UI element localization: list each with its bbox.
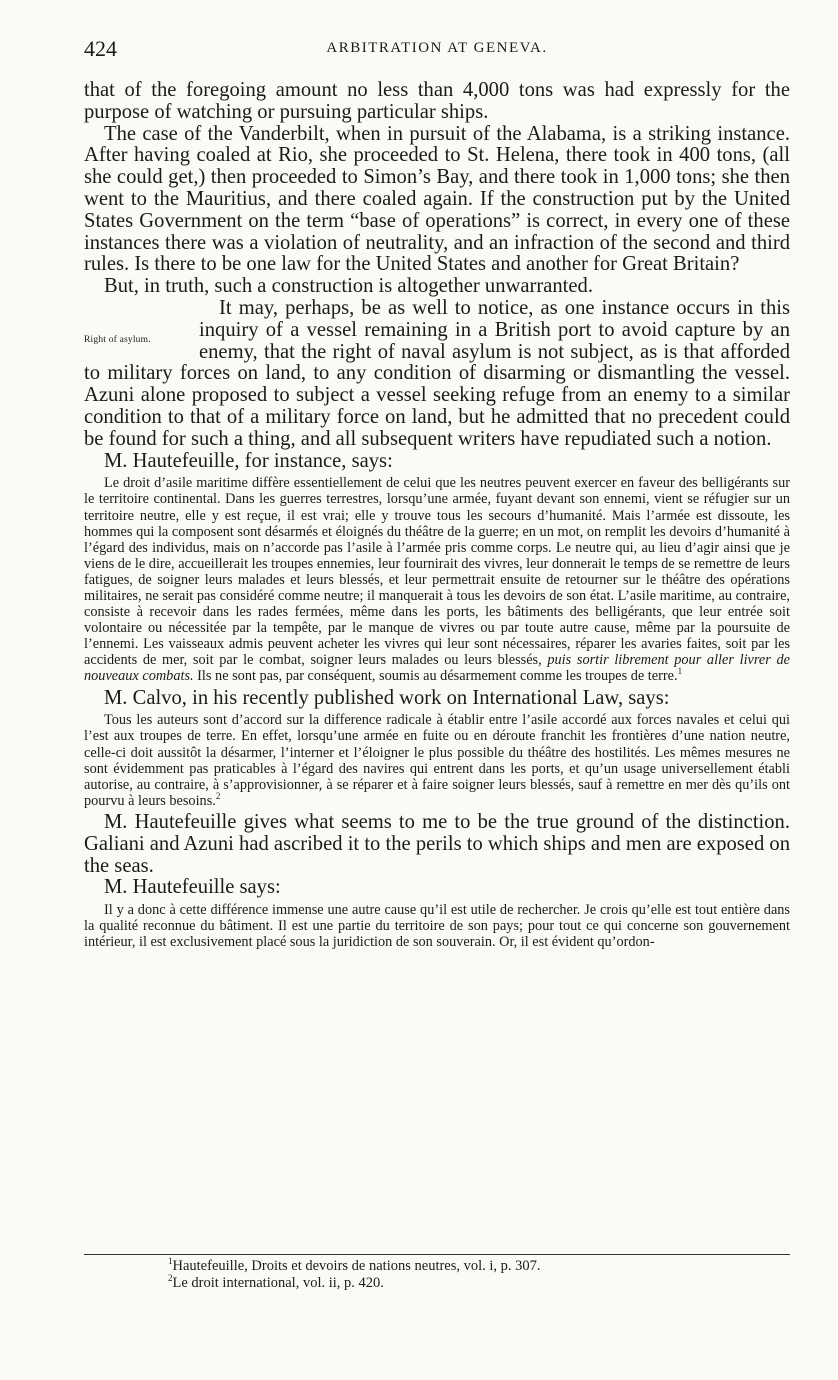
quote-calvo-text: Tous les auteurs sont d’accord sur la difference radicale à établir entre l’asile accordé aux forces navales et celui qui l’est aux troupes de terre. En effet, lorsqu’une armée en fuite ou en déroute franchit les frontières d’une nation neutre, celle-ci doit aussitôt la désarmer, l’interner et l’éloigner le plus possible du théâtre des hostilités. Les mêmes mesures ne sont évidemment pas praticables à l’égard des navires qui entrent dans les ports, et qu’un usage universellement établi autorise, au contraire, à s’approvisionner, à se réparer et à faire soigner leurs blessés, sauf à remettre en mer dès qu’ils ont pourvu à leurs besoins. xyxy=(84,712,790,809)
page-header xyxy=(84,36,790,62)
footnote-1 xyxy=(168,1258,541,1275)
quote-calvo xyxy=(84,712,790,809)
quote-hautefeuille-italic: puis sortir librement pour aller livrer de nouveaux combats. xyxy=(84,652,790,685)
footnote-ref-1: 1 xyxy=(677,666,683,677)
quote-hautefeuille-end: Ils ne sont pas, par conséquent, soumis au désarmement comme les troupes de terre. xyxy=(197,668,678,685)
footnote-ref-2: 2 xyxy=(215,790,221,801)
paragraph-vanderbilt: The case of the Vanderbilt, when in pursuit of the Alabama, is a striking instance. After having coaled at Rio, she proceeded to St. Helena, there took in 400 tons, (all she could get,) then proceeded to Simon’s Bay, and there took in 1,000 tons; she then went to the Mauritius, and there coaled again. If the construction put by the United States Government on the term “base of operations” is correct, in every one of these instances there was a violation of neutrality, and an infraction of the second and third rules. Is there to be one law for the United States and another for Great Britain? xyxy=(84,122,790,276)
quote-hautefeuille-text: Le droit d’asile maritime diffère essentiellement de celui que les neutres peuvent exercer en faveur des belligérants sur le territoire continental. Dans les guerres terrestres, lorsqu’une armée, fuyant devant son ennemi, vient se réfugier sur un territoire neutre, elle y est reçue, il est vrai; elle y trouve tous les secours d’humanité. Mais l’armée est dissoute, les hommes qui la composent sont désarmés et éloignés du théâtre de la guerre; en un mot, on remplit les devoirs d’humanité à l’égard des individus, mais on n’accorde pas l’asile à l’armée pris comme corps. Le neutre qui, au lieu d’agir ainsi que je viens de le dire, accueillerait les troupes ennemies, leur fournirait des vivres, leur donnerait le temps de se remettre de leurs fatigues, de soigner leurs malades et leurs blessés, et leur permettrait ensuite de retourner sur le théâtre des opérations militaires, ne serait pas considéré comme neutre; il manquerait à tous les devoirs de son état. L’asile maritime, au contraire, consiste à recevoir dans les rades fermées, même dans les ports, les bâtiments des belligérants, que leur entrée soit volontaire ou nécessitée par la tempête, par le manque de vivres ou par toute autre cause, même par la poursuite de l’ennemi. Les vaisseaux admis peuvent acheter les vivres qui leur sont nécessaires, réparer les avaries faites, soit par les accidents de mer, soit par le combat, soigner leurs malades ou leurs blessés, xyxy=(84,475,790,669)
paragraph-calvo-intro: M. Calvo, in his recently published work on International Law, says: xyxy=(104,686,670,709)
running-head: ARBITRATION AT GENEVA. xyxy=(326,40,548,56)
paragraph-hautefeuille-intro: M. Hautefeuille, for instance, says: xyxy=(104,449,393,472)
quote-hautefeuille-second: Il y a donc à cette différence immense une autre cause qu’il est utile de rechercher. Je crois qu’elle est tout entière dans la qualité reconnue du bâtiment. Il est une partie du territoire de son pays; pour tout ce qui concerne son gouvernement intérieur, il est exclusivement placé sous la juridiction de son souverain. Or, il est évident qu’ordon- xyxy=(84,902,790,951)
footnote-2-text: Le droit international, vol. ii, p. 420. xyxy=(172,1275,384,1291)
footnote-1-text: Hautefeuille, Droits et devoirs de nations neutres, vol. i, p. 307. xyxy=(172,1258,541,1274)
quote-hautefeuille xyxy=(84,475,790,684)
margin-note-right-of-asylum: Right of asylum. xyxy=(84,334,151,345)
asylum-paragraph-block xyxy=(84,298,790,451)
paragraph-true-ground: M. Hautefeuille gives what seems to me to be the true ground of the distinction. Galiani and Azuni had ascribed it to the perils to which ships and men are exposed on the seas. xyxy=(84,810,790,877)
paragraph-naval-asylum-text: It may, perhaps, be as well to notice, as one instance occurs in this inquiry of a vessel remaining in a British port to avoid capture by an enemy, that the right of naval asylum is not subject, as is that afforded to military forces on land, to any condition of disarming or dismantling the vessel. Azuni alone proposed to subject a vessel seeking refuge from an enemy to a similar condition to that of a military force on land, but he admitted that no precedent could be found for such a thing, and all subsequent writers have repudiated such a notion. xyxy=(84,296,790,450)
footnote-divider xyxy=(84,1254,790,1255)
footnote-2 xyxy=(168,1275,541,1292)
page-body xyxy=(84,80,790,950)
paragraph-hautefeuille-says: M. Hautefeuille says: xyxy=(104,876,281,899)
paragraph-continuation: that of the foregoing amount no less than 4,000 tons was had expressly for the purpose of watching or pursuing particular ships. xyxy=(84,79,790,123)
footnote-1-mark: 1 xyxy=(168,1256,173,1266)
page-number: 424 xyxy=(84,36,117,61)
paragraph-naval-asylum xyxy=(84,298,790,451)
footnote-2-mark: 2 xyxy=(168,1273,173,1283)
footnotes xyxy=(168,1258,541,1292)
paragraph-unwarranted: But, in truth, such a construction is altogether unwarranted. xyxy=(104,275,593,298)
